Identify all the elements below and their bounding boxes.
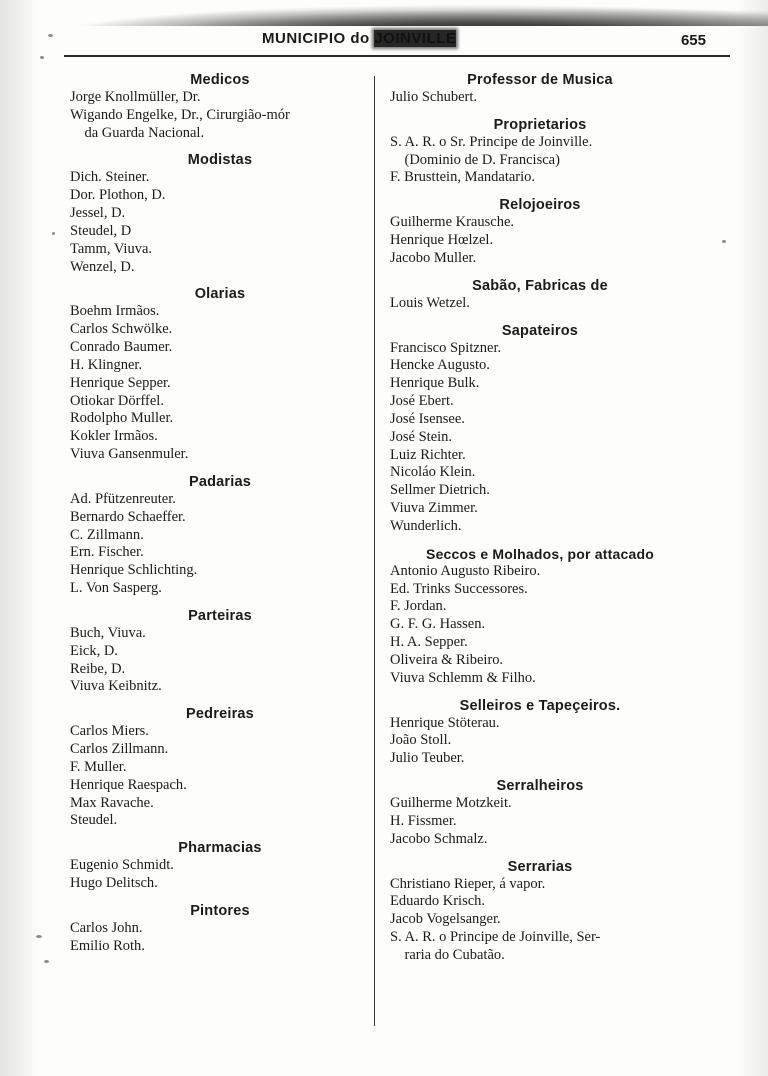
list-item: Guilherme Motzkeit. <box>390 795 512 812</box>
section-title: Relojoeiros <box>499 197 581 214</box>
list-item: Wunderlich. <box>390 517 462 534</box>
list-item: Carlos Schwölke. <box>70 321 173 338</box>
section-title: Padarias <box>188 473 252 490</box>
list-item: G. F. G. Hassen. <box>390 616 486 633</box>
list-item: Rodolpho Muller. <box>70 410 174 427</box>
column-left <box>70 72 370 965</box>
directory-section <box>390 197 690 267</box>
list-item: H. Klingner. <box>70 356 143 373</box>
list-item: Boehm Irmãos. <box>70 303 160 320</box>
section-title: Parteiras <box>188 607 252 624</box>
list-item: Otiokar Dörffel. <box>70 392 164 409</box>
list-item: Ad. Pfützenreuter. <box>70 490 176 507</box>
list-item: Wigando Engelke, Dr., Cirurgião-mór <box>70 106 290 123</box>
list-item: L. Von Sasperg. <box>70 580 162 597</box>
directory-section <box>390 698 690 768</box>
running-head-de: do <box>350 30 370 47</box>
list-item: Conrado Baumer. <box>70 339 173 356</box>
directory-section <box>390 278 690 313</box>
section-title: Seccos e Molhados, por attacado <box>426 545 654 562</box>
directory-section <box>70 706 370 830</box>
scan-artifact-top <box>0 0 768 26</box>
section-title: Serrarias <box>507 858 573 875</box>
list-item: Dor. Plothon, D. <box>70 187 166 204</box>
list-item: F. Muller. <box>70 758 127 775</box>
list-item: Francisco Spitzner. <box>390 339 502 356</box>
list-item: Carlos Miers. <box>70 723 149 740</box>
list-item: Eugenio Schmidt. <box>70 857 174 874</box>
section-title: Modistas <box>187 152 253 169</box>
list-item: Henrique Sepper. <box>70 374 171 391</box>
list-item: João Stoll. <box>390 732 452 749</box>
scan-speck <box>40 56 44 59</box>
directory-section <box>390 323 690 536</box>
list-item: Viuva Schlemm & Filho. <box>390 669 536 686</box>
list-item: José Stein. <box>390 428 453 445</box>
scan-speck <box>722 240 726 243</box>
directory-section <box>390 72 690 107</box>
section-title: Pharmacias <box>178 840 262 857</box>
list-item: Tamm, Viuva. <box>70 240 153 257</box>
list-item: C. Zillmann. <box>70 526 144 543</box>
running-head <box>52 30 740 54</box>
list-item: Bernardo Schaeffer. <box>70 508 186 525</box>
list-item: Emilio Roth. <box>70 937 145 954</box>
list-item: F. Jordan. <box>390 598 447 615</box>
list-item: H. A. Sepper. <box>390 634 468 651</box>
list-item: S. A. R. o Principe de Joinville, Ser- <box>390 928 601 945</box>
list-item: Buch, Viuva. <box>70 624 146 641</box>
directory-section <box>70 152 370 276</box>
list-item: Carlos Zillmann. <box>70 741 169 758</box>
section-title: Pedreiras <box>186 706 254 723</box>
list-item: Viuva Keibnitz. <box>70 678 162 695</box>
directory-section <box>390 546 690 688</box>
list-item: Julio Teuber. <box>390 750 465 767</box>
scan-speck <box>36 935 42 938</box>
list-item: José Ebert. <box>390 393 454 410</box>
list-item: Viuva Gansenmuler. <box>70 446 189 463</box>
list-item: Henrique Stöterau. <box>390 714 500 731</box>
section-title: Serralheiros <box>496 778 584 795</box>
list-item: Steudel. <box>70 812 118 829</box>
list-item: Viuva Zimmer. <box>390 500 478 517</box>
list-item: (Dominio de D. Francisca) <box>390 151 560 168</box>
scan-artifact-left <box>0 0 40 1076</box>
directory-section <box>390 117 690 187</box>
list-item: Oliveira & Ribeiro. <box>390 651 504 668</box>
directory-section <box>390 859 690 965</box>
list-item: Sellmer Dietrich. <box>390 482 490 499</box>
list-item: da Guarda Nacional. <box>70 124 205 141</box>
list-item: Louis Wetzel. <box>390 294 470 311</box>
list-item: Antonio Augusto Ribeiro. <box>390 562 541 579</box>
list-item: Reibe, D. <box>70 660 126 677</box>
page-number: 655 <box>680 32 706 49</box>
list-item: José Isensee. <box>390 410 465 427</box>
list-item: Wenzel, D. <box>70 258 135 275</box>
page-body <box>60 72 720 1052</box>
section-title: Proprietarios <box>493 116 587 133</box>
list-item: H. Fissmer. <box>390 812 457 829</box>
list-item: Henrique Bulk. <box>390 375 480 392</box>
list-item: Jessel, D. <box>70 205 126 222</box>
column-right <box>390 72 690 975</box>
section-title: Professor de Musica <box>467 72 613 88</box>
list-item: Christiano Rieper, á vapor. <box>390 875 546 892</box>
section-title: Medicos <box>190 72 250 88</box>
directory-section <box>390 778 690 848</box>
section-title: Sabão, Fabricas de <box>472 277 608 294</box>
directory-section <box>70 72 370 142</box>
running-head-municipio: MUNICIPIO <box>262 30 346 47</box>
list-item: Eick, D. <box>70 642 118 659</box>
list-item: Dich. Steiner. <box>70 169 150 186</box>
scan-speck <box>44 960 49 963</box>
list-item: Hencke Augusto. <box>390 357 490 374</box>
section-title: Sapateiros <box>501 322 579 339</box>
running-head-title <box>262 30 456 47</box>
list-item: Max Ravache. <box>70 794 154 811</box>
list-item: Jacob Vogelsanger. <box>390 911 501 928</box>
directory-section <box>70 840 370 893</box>
column-divider <box>374 76 375 1026</box>
list-item: Guilherme Krausche. <box>390 214 515 231</box>
header-divider <box>64 55 730 57</box>
directory-section <box>70 286 370 463</box>
list-item: Jorge Knollmüller, Dr. <box>70 89 201 105</box>
list-item: S. A. R. o Sr. Principe de Joinville. <box>390 133 593 150</box>
list-item: Henrique Schlichting. <box>70 562 198 579</box>
list-item: Luiz Richter. <box>390 446 466 463</box>
list-item: raria do Cubatão. <box>390 946 505 963</box>
directory-section <box>70 474 370 598</box>
section-title: Pintores <box>190 902 250 919</box>
scan-speck <box>52 232 55 235</box>
section-title: Selleiros e Tapeçeiros. <box>459 697 621 714</box>
list-item: Julio Schubert. <box>390 89 477 105</box>
directory-section <box>70 608 370 696</box>
list-item: F. Brusttein, Mandatario. <box>390 169 536 186</box>
list-item: Ed. Trinks Successores. <box>390 580 528 597</box>
directory-section <box>70 903 370 956</box>
running-head-joinville: JOINVILLE <box>374 30 457 47</box>
list-item: Steudel, D <box>70 222 132 239</box>
list-item: Kokler Irmãos. <box>70 428 158 445</box>
list-item: Eduardo Krisch. <box>390 893 486 910</box>
list-item: Ern. Fischer. <box>70 544 144 561</box>
list-item: Jacobo Muller. <box>390 249 477 266</box>
list-item: Carlos John. <box>70 919 143 936</box>
list-item: Jacobo Schmalz. <box>390 830 488 847</box>
section-title: Olarias <box>194 286 246 303</box>
list-item: Nicoláo Klein. <box>390 464 476 481</box>
list-item: Henrique Raespach. <box>70 776 187 793</box>
list-item: Hugo Delitsch. <box>70 874 158 891</box>
list-item: Henrique Hœlzel. <box>390 232 494 249</box>
scan-artifact-right <box>738 0 768 1076</box>
